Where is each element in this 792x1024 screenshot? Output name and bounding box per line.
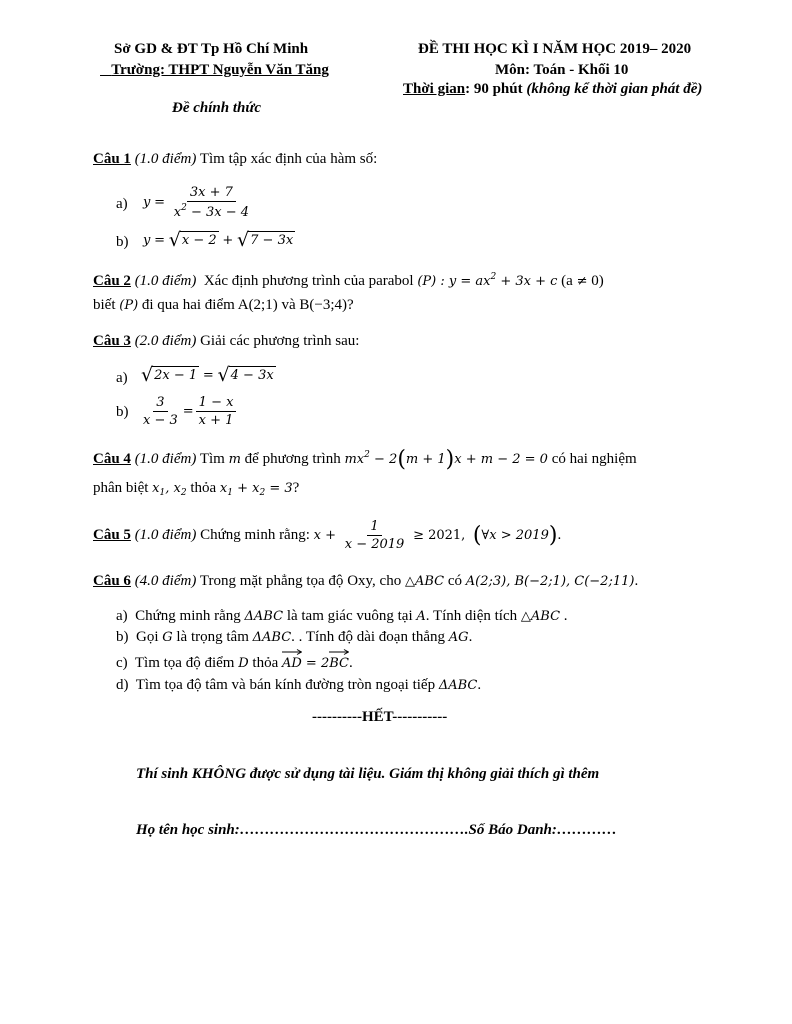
exam-note: Thí sinh KHÔNG được sử dụng tài liệu. Giám thị không giải thích gì thêm	[136, 766, 600, 782]
question-4-line-2: phân biệt $x_1$, $x_2$ thỏa $x_1 + x_2 = 3$?	[93, 480, 300, 498]
q1-b-formula: y = √ x − 2 + √ 7 − 3x	[143, 229, 294, 251]
question-6a: a) Chứng minh rằng ΔABC là tam giác vuông tại A. Tính diện tích △ABC .	[116, 608, 568, 624]
q1-a-label: a)	[116, 196, 128, 212]
q3-b-formula: $\frac{3}{x - 3}$ = $\frac{1 - x}{x + 1}$	[138, 395, 238, 428]
q1-a-formula: y = $\frac{3x + 7}{x^2 - 3x - 4}$	[143, 185, 250, 220]
question-4: Câu 4 (1.0 điểm) Tìm m để phương trình $mx^2 - 2(m + 1)x + m - 2 = 0$ có hai nghiệm	[93, 447, 637, 472]
student-info-line: Họ tên học sinh:……………………………………….Số Báo Danh:…………	[136, 822, 617, 838]
q3-b-label: b)	[116, 404, 129, 420]
question-6b: b) Gọi G là trọng tâm ΔABC. . Tính độ dài đoạn thẳng AG.	[116, 629, 473, 645]
question-6d: d) Tìm tọa độ tâm và bán kính đường tròn ngoại tiếp ΔABC.	[116, 677, 482, 693]
question-6c: c) Tìm tọa độ điểm D thỏa AD = 2BC .	[116, 655, 353, 672]
q3-a-formula: √ 2x − 1 = √ 4 − 3x	[141, 364, 274, 386]
vector-arrow-icon	[282, 649, 302, 655]
question-2: Câu 2 (1.0 điểm) Xác định phương trình của parabol (P) : $y = ax^2 + 3x + c$ (a ≠ 0)	[93, 272, 604, 289]
q3-a-label: a)	[116, 370, 128, 386]
q1-b-label: b)	[116, 234, 129, 250]
department-name: Sở GD & ĐT Tp Hồ Chí Minh	[114, 41, 309, 57]
time-line: Thời gian: 90 phút (không kể thời gian phát đề)	[403, 81, 703, 97]
question-2-line-2: biết (P) đi qua hai điểm A(2;1) và B(−3;4)?	[93, 297, 354, 313]
question-5: Câu 5 (1.0 điểm) Chứng minh rằng: x + $\frac{1}{x - 2019}$ ≥ 2021, (∀x > 2019).	[93, 519, 562, 552]
exam-title: ĐỀ THI HỌC KÌ I NĂM HỌC 2019– 2020	[418, 41, 692, 57]
question-3: Câu 3 (2.0 điểm) Giải các phương trình sau:	[93, 333, 360, 349]
end-marker: ----------HẾT-----------	[312, 709, 448, 725]
official-label: Đề chính thức	[172, 100, 261, 116]
question-6: Câu 6 (4.0 điểm) Trong mặt phẳng tọa độ Oxy, cho △ABC có A(2;3), B(−2;1), C(−2;11).	[93, 573, 639, 589]
subject-line: Môn: Toán - Khối 10	[495, 62, 629, 78]
school-name: Trường: THPT Nguyễn Văn Tăng	[111, 62, 329, 78]
vector-arrow-icon	[329, 649, 349, 655]
question-1: Câu 1 (1.0 điểm) Tìm tập xác định của hàm số:	[93, 151, 378, 167]
